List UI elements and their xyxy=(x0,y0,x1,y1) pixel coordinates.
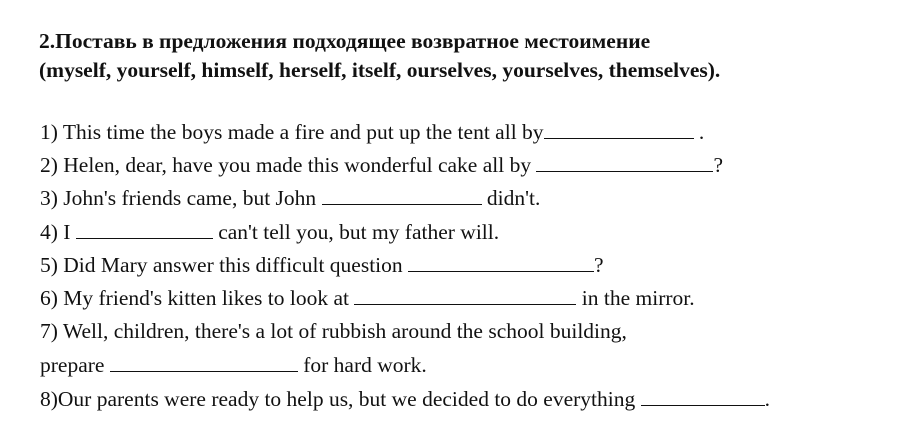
sentence-1-end: . xyxy=(693,120,705,144)
sentence-8-end: . xyxy=(764,387,770,411)
sentence-3 xyxy=(40,188,540,210)
sentence-7-text: 7) Well, children, there's a lot of rubbish around the school building, xyxy=(40,319,627,343)
blank-1[interactable] xyxy=(544,137,694,139)
sentence-7-continuation-end: for hard work. xyxy=(297,353,427,377)
sentence-7-continuation xyxy=(40,355,427,377)
sentence-2-end: ? xyxy=(713,153,723,177)
sentence-4-end: can't tell you, but my father will. xyxy=(212,220,500,244)
sentence-3-end: didn't. xyxy=(481,186,541,210)
sentence-7 xyxy=(40,321,627,343)
blank-8[interactable] xyxy=(641,404,765,406)
blank-6[interactable] xyxy=(354,303,576,305)
sentence-6 xyxy=(40,288,695,310)
sentence-4-text: 4) I xyxy=(40,220,76,244)
sentence-6-text: 6) My friend's kitten likes to look at xyxy=(40,286,355,310)
sentence-5-text: 5) Did Mary answer this difficult question xyxy=(40,253,409,277)
sentence-3-text: 3) John's friends came, but John xyxy=(40,186,322,210)
sentence-7-continuation-text: prepare xyxy=(40,353,110,377)
pronoun-list: (myself, yourself, himself, herself, itself, ourselves, yourselves, themselves). xyxy=(39,58,721,82)
blank-5[interactable] xyxy=(408,270,594,272)
blank-7[interactable] xyxy=(110,370,298,372)
sentence-2-text: 2) Helen, dear, have you made this wonderful cake all by xyxy=(40,153,537,177)
sentence-8-text: 8)Our parents were ready to help us, but we decided to do everything xyxy=(40,387,641,411)
sentence-1 xyxy=(40,122,704,144)
blank-3[interactable] xyxy=(322,203,482,205)
blank-4[interactable] xyxy=(76,237,213,239)
task-title: 2.Поставь в предложения подходящее возвратное местоимение xyxy=(39,29,651,53)
sentence-4 xyxy=(40,222,499,244)
sentence-5 xyxy=(40,255,604,277)
sentence-5-end: ? xyxy=(594,253,604,277)
sentence-6-end: in the mirror. xyxy=(576,286,695,310)
blank-2[interactable] xyxy=(536,170,713,172)
sentence-2 xyxy=(40,155,723,177)
sentence-1-text: 1) This time the boys made a fire and put up the tent all by xyxy=(40,120,544,144)
sentence-8 xyxy=(40,389,770,411)
